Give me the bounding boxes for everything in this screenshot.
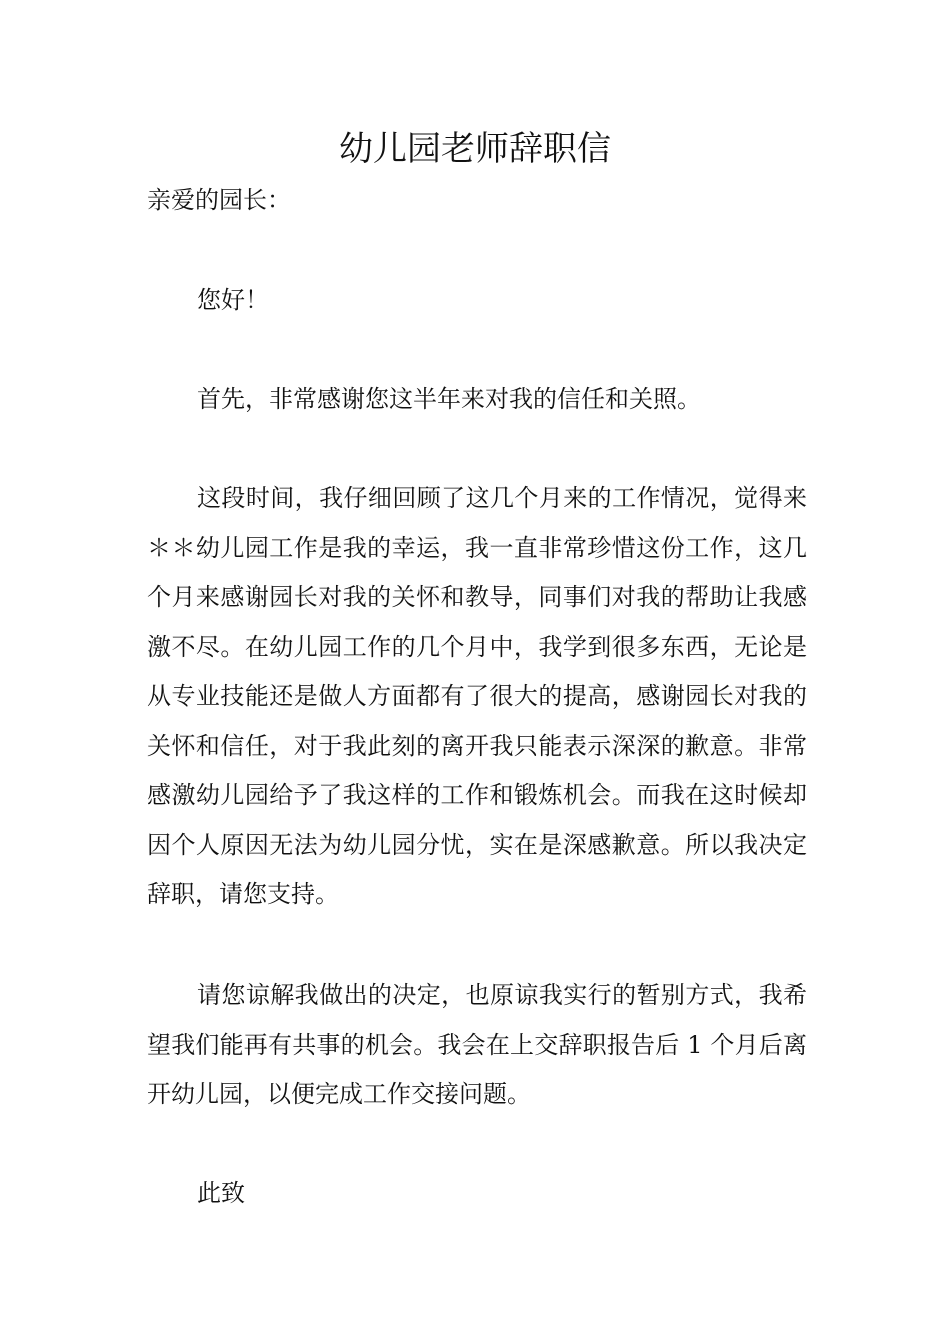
document-title: 幼儿园老师辞职信: [339, 129, 611, 169]
paragraph-thanks: 首先，非常感谢您这半年来对我的信任和关照。: [197, 385, 701, 413]
paragraph-reflection: 这段时间，我仔细回顾了这几个月来的工作情况，觉得来＊＊幼儿园工作是我的幸运，我一直非常珍惜这份工作，这几个月来感谢园长对我的关怀和教导，同事们对我的帮助让我感激不尽。在幼儿园工作的几个月中，我学到很多东西，无论是从专业技能还是做人方面都有了很大的提高，感谢园长对我的关怀和信任，对于我此刻的离开我只能表示深深的歉意。非常感激幼儿园给予了我这样的工作和锻炼机会。而我在这时候却因个人原因无法为幼儿园分忧，实在是深感歉意。所以我决定辞职，请您支持。: [147, 484, 807, 908]
salutation: 亲爱的园长：: [147, 186, 291, 214]
closing: 此致: [197, 1179, 245, 1207]
paragraph-request: 请您谅解我做出的决定，也原谅我实行的暂别方式，我希望我们能再有共事的机会。我会在上交辞职报告后 1 个月后离开幼儿园，以便完成工作交接问题。: [147, 981, 807, 1108]
greeting: 您好！: [197, 286, 269, 314]
